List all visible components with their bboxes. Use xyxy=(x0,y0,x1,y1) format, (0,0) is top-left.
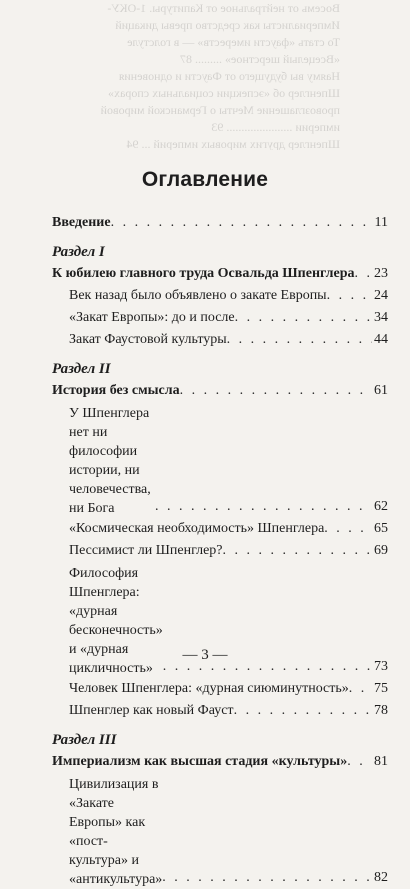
toc-page-number: 44 xyxy=(374,332,388,347)
toc-entry-label: У Шпенглера нет ни философии истории, ни человечества, ни Бога xyxy=(69,406,151,516)
bleed-through-text xyxy=(0,0,410,150)
bleed-line: Шпенглер об «эспекции социальных спорах» xyxy=(108,86,340,100)
toc-entry-label: История без смысла xyxy=(52,383,180,398)
toc-chapter-entry xyxy=(52,751,388,773)
toc-entry-label: Век назад было объявлено о закате Европы xyxy=(69,288,327,303)
bleed-line: Восемь от нейтральное от Капитуры. 1-ОКУ- xyxy=(107,1,340,15)
toc-entry-label: Цивилизация в «Закате Европы» как «пост-культура» и «антикультура» xyxy=(69,777,163,887)
toc-page-number: 34 xyxy=(374,310,388,325)
toc-page-number: 23 xyxy=(374,266,388,281)
toc-chapter-entry xyxy=(52,380,388,402)
bleed-line: «Всецелый шерстное» ......... 87 xyxy=(179,52,340,66)
toc-subentry xyxy=(52,518,388,540)
toc-entry-label: Шпенглер как новый Фауст xyxy=(69,703,234,718)
toc-entry-label: Человек Шпенглера: «дурная сиюминутность» xyxy=(69,681,349,696)
toc-subentry xyxy=(52,700,388,722)
toc-subentry xyxy=(52,540,388,562)
dot-leader xyxy=(234,700,372,722)
toc-page-number: 73 xyxy=(374,659,388,674)
section-heading: Раздел I xyxy=(52,244,105,260)
dot-leader xyxy=(355,263,372,285)
toc-page-number: 61 xyxy=(374,383,388,398)
toc-entry-label: «Закат Европы»: до и после xyxy=(69,310,235,325)
dot-leader xyxy=(349,678,372,700)
toc-entry-label: Закат Фаустовой культуры xyxy=(69,332,227,347)
section-heading: Раздел II xyxy=(52,361,111,377)
toc-page-number: 69 xyxy=(374,543,388,558)
page-title: Оглавление xyxy=(141,168,269,191)
toc-page-number: 11 xyxy=(374,215,388,230)
toc-subentry xyxy=(52,775,388,889)
bleed-line: То стать «фаусти имереств» — в голстуле xyxy=(127,35,340,49)
toc-page-number: 75 xyxy=(374,681,388,696)
toc-entry-label: Пессимист ли Шпенглер? xyxy=(69,543,223,558)
toc-entry-label: Империализм как высшая стадия «культуры» xyxy=(52,754,348,769)
dot-leader xyxy=(235,307,372,329)
dot-leader xyxy=(347,751,372,773)
section-heading: Раздел III xyxy=(52,732,117,748)
toc-entry-label: К юбилею главного труда Освальда Шпенглера xyxy=(52,266,355,281)
toc-subentry xyxy=(52,404,388,518)
toc-chapter-entry xyxy=(52,263,388,285)
toc-page-number: 81 xyxy=(374,754,388,769)
toc-subentry xyxy=(52,329,388,351)
toc-entry-label: Философия Шпенглера: «дурная бесконечность» и «дурная цикличность» xyxy=(69,566,163,676)
toc-page-number: 78 xyxy=(374,703,388,718)
bleed-line: Империалисты как средство превы дикаций xyxy=(115,18,340,32)
toc-entry-label: Введение xyxy=(52,215,111,230)
bleed-line: провозглашение Мечты о Германской мировой xyxy=(100,103,340,117)
toc-subentry xyxy=(52,678,388,700)
page-number: — 3 — xyxy=(182,647,228,663)
dot-leader xyxy=(180,380,372,402)
toc-subentry xyxy=(52,285,388,307)
toc-entry-label: «Космическая необходимость» Шпенглера xyxy=(69,521,325,536)
bleed-line: империи ...................... 93 xyxy=(211,120,340,134)
bleed-line: Шпенглер других мировых империй ... 94 xyxy=(126,137,340,150)
dot-leader xyxy=(111,212,373,234)
toc-subentry xyxy=(52,307,388,329)
toc-page-number: 65 xyxy=(374,521,388,536)
dot-leader xyxy=(327,285,372,307)
dot-leader xyxy=(227,329,372,351)
toc-page-number: 24 xyxy=(374,288,388,303)
dot-leader xyxy=(223,540,372,562)
toc-page-number: 82 xyxy=(374,870,388,885)
dot-leader xyxy=(162,867,372,889)
dot-leader xyxy=(155,496,372,518)
toc-chapter-entry xyxy=(52,212,388,234)
toc-page-number: 62 xyxy=(374,499,388,514)
dot-leader xyxy=(324,518,372,540)
table-of-contents xyxy=(52,212,388,889)
bleed-line: Наяму вы будущего от Фаусти и одновения xyxy=(118,69,340,83)
